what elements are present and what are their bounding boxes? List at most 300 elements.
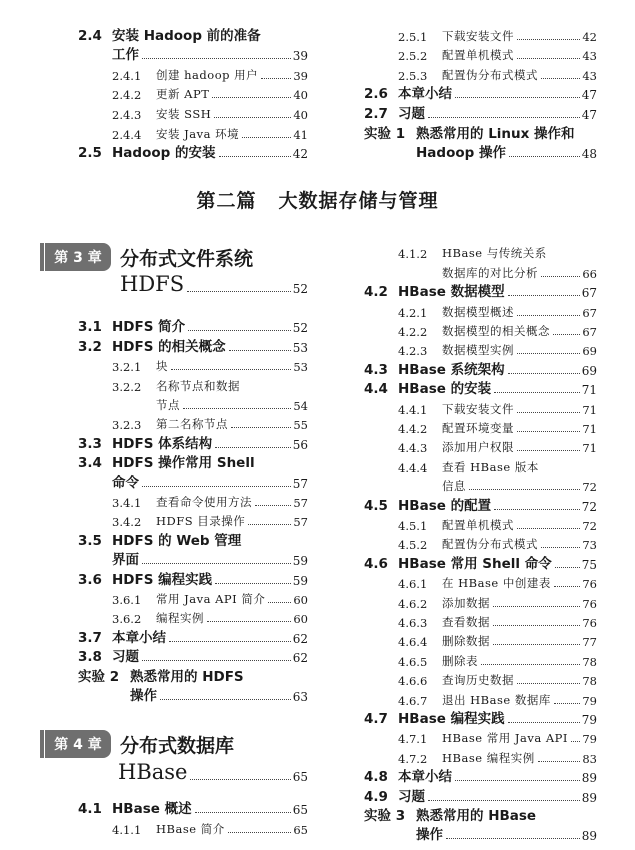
section-number: 4.4.1 — [398, 402, 428, 417]
page-number: 67 — [582, 305, 597, 320]
toc-entry[interactable] — [78, 432, 308, 451]
dot-leader — [160, 699, 291, 700]
section-title: 熟悉常用的 HDFS — [130, 668, 244, 685]
section-title: 安装 SSH — [156, 106, 212, 121]
page-number: 59 — [292, 573, 308, 588]
section-number: 2.4.4 — [112, 127, 142, 142]
chapter-3-subtitle: HDFS — [120, 272, 185, 296]
toc-entry[interactable] — [398, 455, 597, 474]
page-number: 62 — [292, 651, 308, 666]
chapter-4-title: 分布式数据库 — [120, 735, 235, 757]
section-number: 3.4 — [78, 455, 102, 472]
toc-entry[interactable] — [398, 746, 597, 765]
section-number: 4.1.1 — [112, 823, 142, 837]
section-number: 实验 2 — [78, 668, 120, 685]
dot-leader — [455, 97, 580, 98]
toc-entry[interactable] — [78, 24, 308, 44]
section-number: 4.4 — [364, 381, 388, 398]
section-number: 3.7 — [78, 629, 102, 646]
section-title: 创建 hadoop 用户 — [156, 67, 259, 82]
section-title: 信息 — [442, 479, 466, 494]
dot-leader — [508, 722, 580, 723]
toc-entry[interactable] — [398, 417, 597, 436]
toc-entry[interactable] — [398, 44, 597, 64]
section-title: 下载安装文件 — [442, 28, 514, 43]
section-title: 安装 Java 环境 — [156, 126, 240, 141]
page-number: 60 — [293, 592, 308, 607]
section-title: HDFS 体系结构 — [112, 435, 213, 452]
page-number: 78 — [582, 654, 597, 669]
page-number: 76 — [582, 577, 597, 592]
section-title: HBase 的安装 — [398, 381, 492, 398]
dot-leader — [242, 137, 291, 138]
dot-leader — [493, 644, 580, 645]
toc-entry[interactable] — [112, 491, 308, 510]
section-title: HBase 编程实践 — [398, 710, 505, 727]
page-number: 89 — [581, 771, 597, 786]
section-number: 2.5.3 — [398, 68, 428, 83]
dot-leader — [212, 97, 291, 98]
toc-entry[interactable] — [364, 83, 597, 103]
page-number: 66 — [582, 266, 597, 281]
section-title: 界面 — [112, 552, 139, 569]
dot-leader — [231, 427, 291, 428]
section-number: 4.4.3 — [398, 441, 428, 456]
page-number: 57 — [293, 495, 308, 510]
section-title: 查看 HBase 版本 — [442, 459, 539, 474]
toc-entry[interactable] — [364, 766, 597, 785]
section-number: 4.2.2 — [398, 324, 428, 339]
toc-entry[interactable] — [78, 796, 308, 817]
dot-leader — [195, 812, 291, 813]
chapter-4-subtitle: HBase — [118, 760, 188, 784]
part-label: 第二篇 — [196, 190, 257, 212]
dot-leader — [517, 683, 580, 684]
page-number: 69 — [581, 363, 597, 378]
toc-entry[interactable] — [78, 316, 308, 335]
section-number: 4.6.3 — [398, 615, 428, 630]
section-number: 4.6.6 — [398, 674, 428, 689]
toc-entry[interactable] — [78, 529, 308, 548]
page-number: 71 — [582, 441, 597, 456]
dot-leader — [508, 295, 580, 296]
toc-entry[interactable] — [364, 785, 597, 804]
section-title: 数据模型的相关概念 — [442, 323, 550, 338]
toc-entry[interactable] — [398, 514, 597, 533]
page-number: 42 — [292, 147, 308, 162]
dot-leader — [207, 621, 291, 622]
page-number: 40 — [293, 107, 308, 122]
section-number: 2.4.1 — [112, 68, 142, 83]
section-title: HBase 简介 — [156, 822, 225, 836]
dot-leader — [538, 761, 581, 762]
section-number: 3.1 — [78, 319, 102, 336]
section-number: 3.4.1 — [112, 495, 142, 510]
section-title: 节点 — [156, 397, 180, 412]
section-number: 4.7.1 — [398, 732, 428, 747]
section-number: 4.1.2 — [398, 247, 428, 262]
section-title: HBase 概述 — [112, 800, 192, 817]
page-number: 43 — [582, 49, 597, 64]
page-number: 56 — [292, 437, 308, 452]
toc-entry[interactable] — [398, 688, 597, 707]
section-title: 配置环境变量 — [442, 420, 514, 435]
section-number: 4.2.1 — [398, 305, 428, 320]
dot-leader — [517, 315, 580, 316]
dot-leader — [571, 741, 580, 742]
page-number: 65 — [293, 823, 308, 837]
section-title: 查询历史数据 — [442, 673, 514, 688]
section-title: 本章小结 — [398, 769, 452, 786]
toc-entry[interactable] — [130, 685, 308, 704]
toc-entry[interactable] — [78, 665, 308, 684]
dot-leader — [541, 547, 580, 548]
dot-leader — [229, 350, 291, 351]
dot-leader — [517, 39, 580, 40]
section-number: 3.6.1 — [112, 592, 142, 607]
section-number: 4.9 — [364, 788, 388, 805]
section-number: 4.6 — [364, 555, 388, 572]
page-number: 43 — [582, 68, 597, 83]
page-number: 76 — [582, 615, 597, 630]
toc-entry[interactable] — [398, 397, 597, 416]
section-title: 熟悉常用的 Linux 操作和 — [416, 125, 575, 142]
toc-entry[interactable] — [112, 63, 308, 83]
section-title: 命令 — [112, 474, 139, 491]
section-number: 4.2 — [364, 284, 388, 301]
page-number: 53 — [292, 340, 308, 355]
section-title: 熟悉常用的 HBase — [416, 807, 537, 824]
section-number: 实验 1 — [364, 125, 406, 142]
section-number: 4.2.3 — [398, 344, 428, 359]
toc-entry[interactable] — [112, 588, 308, 607]
page-number: 71 — [581, 383, 597, 398]
dot-leader — [541, 78, 580, 79]
page-number: 79 — [582, 693, 597, 708]
section-title: 配置伪分布式模式 — [442, 537, 538, 552]
section-number: 3.2.3 — [112, 418, 142, 433]
page-number: 53 — [293, 360, 308, 375]
page-number: 65 — [292, 770, 308, 784]
toc-entry[interactable] — [398, 649, 597, 668]
dot-leader — [255, 505, 291, 506]
toc-entry[interactable] — [398, 24, 597, 44]
section-title: HDFS 简介 — [112, 319, 186, 336]
dot-leader — [493, 625, 580, 626]
dot-leader — [187, 291, 291, 292]
dot-leader — [517, 353, 580, 354]
toc-entry[interactable] — [398, 630, 597, 649]
section-title: 在 HBase 中创建表 — [442, 576, 551, 591]
chapter-3-subtitle-entry[interactable] — [120, 272, 308, 296]
section-title: 添加数据 — [442, 595, 490, 610]
section-title: 工作 — [112, 47, 139, 64]
dot-leader — [554, 703, 581, 704]
section-number: 3.4.2 — [112, 515, 142, 530]
toc-entry[interactable] — [398, 436, 597, 455]
dot-leader — [190, 779, 290, 780]
toc-entry[interactable] — [398, 727, 597, 746]
section-title: HBase 的配置 — [398, 497, 492, 514]
section-title: 添加用户权限 — [442, 440, 514, 455]
dot-leader — [188, 330, 291, 331]
section-title: 本章小结 — [398, 86, 452, 103]
section-title: 安装 Hadoop 前的准备 — [112, 27, 261, 44]
toc-entry[interactable] — [416, 142, 597, 162]
page-number: 71 — [582, 421, 597, 436]
toc-entry[interactable] — [398, 242, 597, 261]
section-title: 习题 — [398, 788, 425, 805]
section-title: HDFS 操作常用 Shell — [112, 455, 255, 472]
toc-entry[interactable] — [112, 102, 308, 122]
toc-entry[interactable] — [398, 320, 597, 339]
page-number: 47 — [581, 107, 597, 122]
page-number: 39 — [292, 49, 308, 64]
part-name: 大数据存储与管理 — [278, 190, 439, 212]
page-number: 77 — [582, 635, 597, 650]
chapter-4-subtitle-entry[interactable] — [118, 760, 308, 784]
section-number: 2.6 — [364, 86, 388, 103]
page-number: 55 — [293, 418, 308, 433]
section-number: 4.5.1 — [398, 518, 428, 533]
toc-entry[interactable] — [112, 471, 308, 490]
page-number: 62 — [292, 631, 308, 646]
dot-leader — [446, 838, 580, 839]
section-title: 习题 — [398, 105, 425, 122]
chapter-4-badge: 第 4 章 — [45, 730, 111, 758]
toc-entry[interactable] — [364, 708, 597, 727]
section-title: HBase 与传统关系 — [442, 246, 547, 261]
page-number: 73 — [582, 538, 597, 553]
toc-entry[interactable] — [398, 63, 597, 83]
section-number: 3.8 — [78, 649, 102, 666]
dot-leader — [554, 586, 581, 587]
toc-entry[interactable] — [112, 510, 308, 529]
section-title: HBase 常用 Java API — [442, 731, 568, 746]
page-number: 72 — [582, 480, 597, 495]
toc-entry[interactable] — [78, 646, 308, 665]
section-number: 3.3 — [78, 435, 102, 452]
section-title: 数据模型实例 — [442, 343, 514, 358]
chapter-3-badge: 第 3 章 — [45, 243, 111, 271]
dot-leader — [171, 369, 291, 370]
page-number: 72 — [581, 499, 597, 514]
page-number: 41 — [293, 127, 308, 142]
dot-leader — [508, 373, 580, 374]
page-number: 52 — [292, 321, 308, 336]
page-number: 75 — [581, 557, 597, 572]
dot-leader — [214, 117, 291, 118]
chapter-3-title: 分布式文件系统 — [120, 248, 254, 270]
section-number: 实验 3 — [364, 807, 406, 824]
dot-leader — [493, 606, 580, 607]
section-number: 4.6.4 — [398, 635, 428, 650]
dot-leader — [215, 583, 291, 584]
section-number: 4.4.4 — [398, 460, 428, 475]
section-number: 4.1 — [78, 800, 102, 817]
section-number: 2.4 — [78, 27, 102, 44]
section-title: HDFS 的 Web 管理 — [112, 532, 242, 549]
toc-entry[interactable] — [398, 669, 597, 688]
toc-entry[interactable] — [112, 355, 308, 374]
section-title: HBase 编程实例 — [442, 750, 535, 765]
toc-entry[interactable] — [364, 552, 597, 571]
dot-leader — [142, 58, 291, 59]
toc-entry[interactable] — [112, 549, 308, 568]
dot-leader — [494, 509, 580, 510]
section-title: 第二名称节点 — [156, 417, 228, 432]
section-title: 删除数据 — [442, 634, 490, 649]
section-title: 下载安装文件 — [442, 401, 514, 416]
toc-entry[interactable] — [416, 824, 597, 843]
section-title: HDFS 编程实践 — [112, 571, 213, 588]
page-number: 48 — [581, 147, 597, 162]
page-number: 54 — [293, 398, 308, 413]
page-number: 79 — [582, 732, 597, 747]
dot-leader — [517, 431, 580, 432]
section-number: 3.5 — [78, 532, 102, 549]
toc-entry[interactable] — [112, 122, 308, 142]
section-title: Hadoop 的安装 — [112, 145, 216, 162]
section-number: 3.6 — [78, 571, 102, 588]
dot-leader — [494, 392, 580, 393]
section-title: 配置单机模式 — [442, 48, 514, 63]
page-number: 71 — [582, 402, 597, 417]
section-number: 4.6.2 — [398, 596, 428, 611]
page-number: 40 — [293, 88, 308, 103]
toc-entry[interactable] — [112, 374, 308, 393]
section-number: 4.6.7 — [398, 693, 428, 708]
toc-entry[interactable] — [78, 335, 308, 354]
dot-leader — [428, 800, 580, 801]
dot-leader — [517, 450, 580, 451]
section-title: 本章小结 — [112, 629, 166, 646]
section-number: 4.6.1 — [398, 577, 428, 592]
section-number: 4.6.5 — [398, 654, 428, 669]
toc-entry[interactable] — [398, 533, 597, 552]
toc-entry[interactable] — [364, 494, 597, 513]
section-title: HBase 系统架构 — [398, 361, 505, 378]
section-number: 4.5.2 — [398, 538, 428, 553]
dot-leader — [555, 567, 580, 568]
page-number: 72 — [582, 518, 597, 533]
toc-entry[interactable] — [398, 591, 597, 610]
section-number: 4.3 — [364, 361, 388, 378]
page-number: 65 — [292, 802, 308, 817]
dot-leader — [469, 489, 580, 490]
toc-entry[interactable] — [398, 572, 597, 591]
toc-entry[interactable] — [78, 626, 308, 645]
toc-entry[interactable] — [112, 817, 308, 838]
section-number: 4.5 — [364, 497, 388, 514]
dot-leader — [169, 641, 291, 642]
page-number: 57 — [293, 515, 308, 530]
section-title: 更新 APT — [156, 87, 210, 102]
dot-leader — [248, 524, 291, 525]
toc-entry[interactable] — [442, 475, 597, 494]
toc-entry[interactable] — [364, 281, 597, 300]
section-number: 2.4.3 — [112, 107, 142, 122]
page-number: 76 — [582, 596, 597, 611]
toc-entry[interactable] — [398, 339, 597, 358]
toc-entry[interactable] — [398, 611, 597, 630]
section-title: 配置伪分布式模式 — [442, 67, 538, 82]
toc-entry[interactable] — [156, 394, 308, 413]
toc-entry[interactable] — [364, 102, 597, 122]
page-number: 89 — [581, 790, 597, 805]
dot-leader — [481, 664, 580, 665]
page-number: 89 — [581, 829, 597, 844]
section-number: 3.2.1 — [112, 360, 142, 375]
toc-entry[interactable] — [112, 44, 308, 64]
dot-leader — [509, 156, 580, 157]
section-number: 4.7 — [364, 710, 388, 727]
toc-entry[interactable] — [78, 142, 308, 162]
toc-entry[interactable] — [364, 805, 597, 824]
section-title: 名称节点和数据 — [156, 378, 240, 393]
dot-leader — [142, 563, 291, 564]
toc-entry[interactable] — [78, 452, 308, 471]
dot-leader — [219, 156, 291, 157]
dot-leader — [183, 408, 291, 409]
dot-leader — [215, 447, 291, 448]
section-number: 2.5.1 — [398, 29, 428, 44]
section-title: 数据库的对比分析 — [442, 265, 538, 280]
toc-entry[interactable] — [364, 378, 597, 397]
page-number: 67 — [581, 286, 597, 301]
page-number: 69 — [582, 344, 597, 359]
section-title: HDFS 的相关概念 — [112, 338, 226, 355]
toc-entry[interactable] — [442, 261, 597, 280]
toc-entry[interactable] — [112, 607, 308, 626]
toc-entry[interactable] — [364, 358, 597, 377]
section-number: 4.7.2 — [398, 751, 428, 766]
page-number: 57 — [292, 476, 308, 491]
dot-leader — [142, 660, 291, 661]
dot-leader — [517, 412, 580, 413]
page-number: 83 — [582, 751, 597, 766]
section-title: 编程实例 — [156, 611, 204, 626]
section-title: 块 — [156, 359, 168, 374]
page-number: 60 — [293, 612, 308, 627]
page-number: 39 — [293, 68, 308, 83]
section-title: 查看数据 — [442, 614, 490, 629]
section-title: Hadoop 操作 — [416, 145, 506, 162]
toc-entry[interactable] — [364, 122, 597, 142]
page-number: 47 — [581, 88, 597, 103]
page-number: 42 — [582, 29, 597, 44]
section-title: 操作 — [130, 687, 157, 704]
section-number: 3.2.2 — [112, 379, 142, 394]
section-title: HBase 常用 Shell 命令 — [398, 555, 552, 572]
toc-entry[interactable] — [112, 83, 308, 103]
dot-leader — [553, 334, 580, 335]
dot-leader — [455, 780, 580, 781]
part-title — [0, 186, 635, 213]
section-title: 数据模型概述 — [442, 304, 514, 319]
section-number: 4.4.2 — [398, 421, 428, 436]
section-number: 2.4.2 — [112, 88, 142, 103]
section-title: HDFS 目录操作 — [156, 514, 246, 529]
section-number: 2.5.2 — [398, 49, 428, 64]
toc-entry[interactable] — [78, 568, 308, 587]
page-number: 67 — [582, 324, 597, 339]
toc-entry[interactable] — [398, 300, 597, 319]
dot-leader — [541, 276, 580, 277]
section-title: 常用 Java API 简介 — [156, 591, 266, 606]
toc-entry[interactable] — [112, 413, 308, 432]
section-title: HBase 数据模型 — [398, 284, 505, 301]
